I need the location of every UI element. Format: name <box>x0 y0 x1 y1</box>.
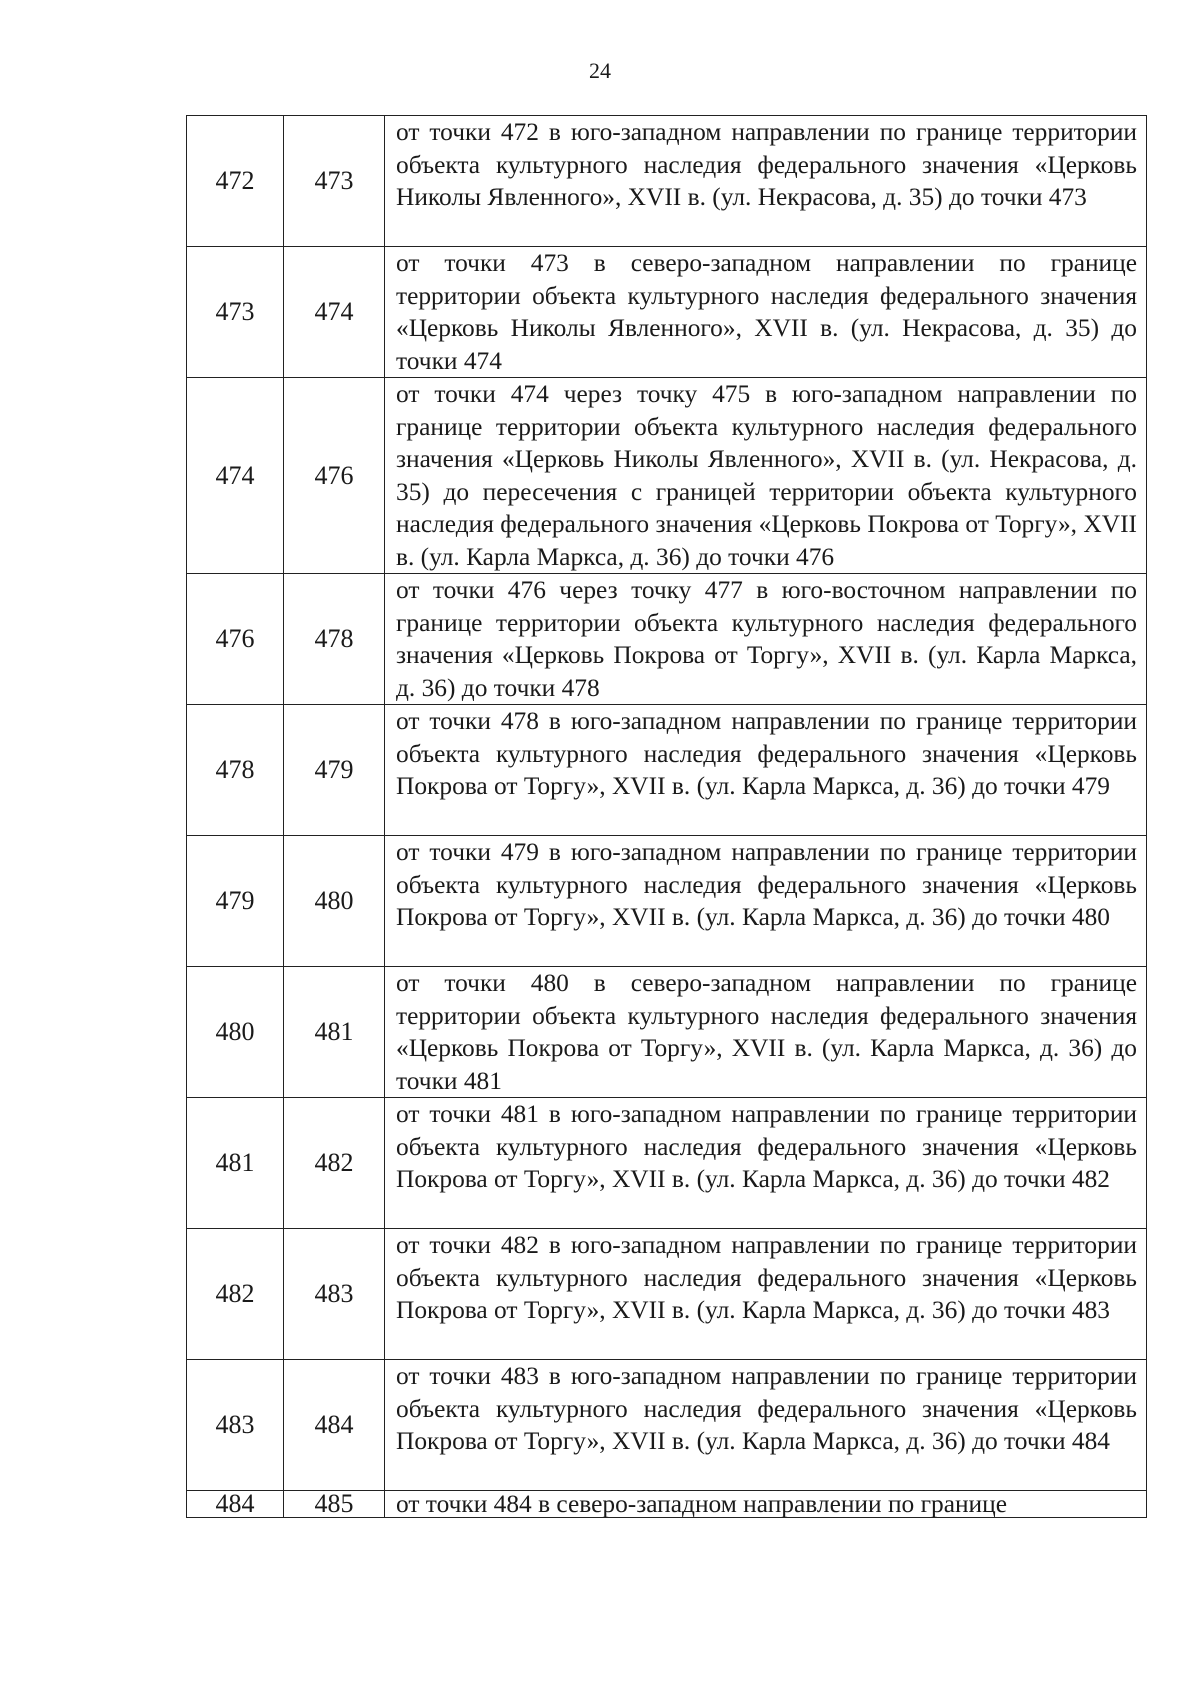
table-row <box>187 116 1147 247</box>
description-cell: от точки 484 в северо-западном направлении по границе <box>385 1491 1147 1518</box>
to-point-cell: 474 <box>284 247 385 378</box>
to-point-cell: 478 <box>284 574 385 705</box>
table-row <box>187 574 1147 705</box>
table-row <box>187 1491 1147 1518</box>
description-cell: от точки 483 в юго-западном направлении по границе территории объекта культурного наследия федерального значения «Церковь Покрова от Торгу», XVII в. (ул. Карла Маркса, д. 36) до точки 484 <box>385 1360 1147 1491</box>
description-cell: от точки 478 в юго-западном направлении по границе территории объекта культурного наследия федерального значения «Церковь Покрова от Торгу», XVII в. (ул. Карла Маркса, д. 36) до точки 479 <box>385 705 1147 836</box>
description-cell: от точки 476 через точку 477 в юго-восточном направлении по границе территории объекта культурного наследия федерального значения «Церковь Покрова от Торгу», XVII в. (ул. Карла Маркса, д. 36) до точки 478 <box>385 574 1147 705</box>
table-row <box>187 1229 1147 1360</box>
from-point-cell: 482 <box>187 1229 284 1360</box>
to-point-cell: 482 <box>284 1098 385 1229</box>
to-point-cell: 481 <box>284 967 385 1098</box>
to-point-cell: 485 <box>284 1491 385 1518</box>
from-point-cell: 476 <box>187 574 284 705</box>
from-point-cell: 478 <box>187 705 284 836</box>
page-number: 24 <box>589 58 611 83</box>
description-cell: от точки 479 в юго-западном направлении по границе территории объекта культурного наследия федерального значения «Церковь Покрова от Торгу», XVII в. (ул. Карла Маркса, д. 36) до точки 480 <box>385 836 1147 967</box>
from-point-cell: 484 <box>187 1491 284 1518</box>
description-cell: от точки 473 в северо-западном направлении по границе территории объекта культурного наследия федерального значения «Церковь Николы Явленного», XVII в. (ул. Некрасова, д. 35) до точки 474 <box>385 247 1147 378</box>
description-cell: от точки 474 через точку 475 в юго-западном направлении по границе территории объекта культурного наследия федерального значения «Церковь Николы Явленного», XVII в. (ул. Некрасова, д. 35) до пересечения с границей территории объекта культурного наследия федерального значения «Церковь Покрова от Торгу», XVII в. (ул. Карла Маркса, д. 36) до точки 476 <box>385 378 1147 574</box>
from-point-cell: 474 <box>187 378 284 574</box>
from-point-cell: 481 <box>187 1098 284 1229</box>
from-point-cell: 480 <box>187 967 284 1098</box>
table-row <box>187 1360 1147 1491</box>
table-row <box>187 967 1147 1098</box>
to-point-cell: 483 <box>284 1229 385 1360</box>
to-point-cell: 473 <box>284 116 385 247</box>
to-point-cell: 479 <box>284 705 385 836</box>
from-point-cell: 473 <box>187 247 284 378</box>
description-cell: от точки 481 в юго-западном направлении по границе территории объекта культурного наследия федерального значения «Церковь Покрова от Торгу», XVII в. (ул. Карла Маркса, д. 36) до точки 482 <box>385 1098 1147 1229</box>
from-point-cell: 479 <box>187 836 284 967</box>
from-point-cell: 483 <box>187 1360 284 1491</box>
to-point-cell: 484 <box>284 1360 385 1491</box>
table-row <box>187 247 1147 378</box>
table-row <box>187 705 1147 836</box>
table-row <box>187 378 1147 574</box>
table-row <box>187 836 1147 967</box>
description-cell: от точки 472 в юго-западном направлении по границе территории объекта культурного наследия федерального значения «Церковь Николы Явленного», XVII в. (ул. Некрасова, д. 35) до точки 473 <box>385 116 1147 247</box>
table-row <box>187 1098 1147 1229</box>
to-point-cell: 480 <box>284 836 385 967</box>
description-cell: от точки 482 в юго-западном направлении по границе территории объекта культурного наследия федерального значения «Церковь Покрова от Торгу», XVII в. (ул. Карла Маркса, д. 36) до точки 483 <box>385 1229 1147 1360</box>
description-cell: от точки 480 в северо-западном направлении по границе территории объекта культурного наследия федерального значения «Церковь Покрова от Торгу», XVII в. (ул. Карла Маркса, д. 36) до точки 481 <box>385 967 1147 1098</box>
to-point-cell: 476 <box>284 378 385 574</box>
from-point-cell: 472 <box>187 116 284 247</box>
boundary-table <box>186 115 1147 1518</box>
